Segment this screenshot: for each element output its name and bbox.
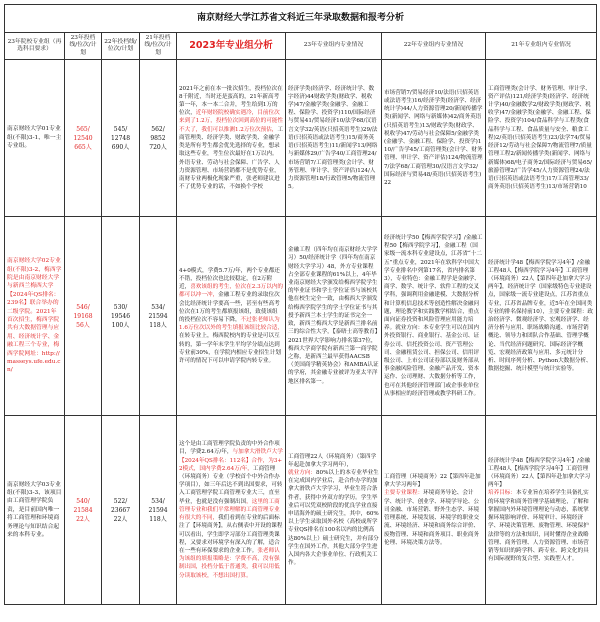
- rank: 9852: [150, 134, 166, 142]
- rank: 23667: [110, 506, 131, 514]
- group-cell: 南京财经大学02专业组(不限)3-2、梅西学院是由南京财经大学与新西兰梅西大学【2024年QS排名：239名】联合举办的二级学院。2021年首次招生，梅西学院共有大数据管理与应用、经济统计学、金融工程三个专业，梅西学院网址：http://masseys.ufe.edu.cn/: [5, 217, 65, 416]
- analysis-text: 4+0模式，学费5.7万/年，两个专业都还不错，投档位次也比较稳定，在2万附近，: [179, 267, 280, 291]
- score: 565/: [76, 125, 90, 133]
- majors22-cell: 市场营销7/贸易经济10/法语(只招英语或法语考生)16/经济学类(经济学、经济统计学)44/人力资源管理20/新闻传播学类(新闻学、网络与新媒体)42/商务英语(只招英语考生)13/财政学类(财政学、税收学)47/劳动与社会保障5/金融学类(金融学、金融工程、保险学、投资学)110/广告学45/工商管理类(会计学、财务管理、审计学、资产评估)124/物流管理7/法学68/工商管理30/汉语言文学32/国际经济与贸易48/英语(只招英语考生)22: [382, 60, 486, 217]
- majors23-cell: [286, 416, 382, 605]
- table-row: [5, 416, 597, 605]
- header-y23: 23年投档线/位次/计划: [65, 33, 102, 60]
- analysis-text: 工商管理（环境商务）专业（学校首个中外合作办学项目），如三年后达不到出国要求，可转入工商管理学院工商管理专业大三，直至毕业，也就是没有强制出国: [179, 465, 283, 505]
- majors22-cell: 经济统计学50【梅西学院学习】/金融工程50【梅西学院学习】，金融工程（国家级一流本科专业建设点，江苏省“十二五”重点专业，2021年在软科学中国大学专业排名中列第17名，省内排名第3），专业特色：金融工程学是金融学、商学、数学、统计学、软件工程的交叉学科，强调利用金融建模、大数据分析和计算机信息技术等创造性解决金融问题，理论教学和实践教学相结合，重点面向证券投资和风险管理应用能力培养。就业方向：本专业学生可以在国内外投资银行、商业银行、基金公司、证券公司、信托投资公司、资产管理公司、金融租赁公司、担保公司、信用评级公司、上市公司证券部以及财务部从事金融风险管理、金融产品开发、资本运作、公司理财、大数据分析等工作，也可在其他经济管理部门或企事业单位从事相应的经济管理或教学科研工作。: [382, 217, 486, 416]
- majors21-cell: 工商管理类(会计学、财务管理、审计学、资产评估)121/经济学类(经济学、经济统计学)40/金融数学2/财政学类(财政学、税收学)47/金融学类(金融学、金融工程、保险学、投资学)104/食品科学与工程类(食品科学与工程、食品质量与安全、粮食工程)2/英语(只招英语考生)23/法学74/贸易经济12/劳动与社会保障7/物流管理7/质量管理工程2/新闻传播学类(新闻学、网络与新媒体)68/电子商务2/国际经济与贸易65/旅游管理2/广告学45/人力资源管理24/法语(只招英语或法语考生)17/工商管理33/商务英语(只招英语考生)13/市场营销10: [486, 60, 597, 217]
- analysis-cell: [177, 416, 286, 605]
- header-y22: 22年投档线/位次/计划: [102, 33, 140, 60]
- plan: 118人: [149, 321, 167, 329]
- plan: 665人: [74, 143, 92, 151]
- y23-cell: [65, 60, 102, 217]
- analysis-highlight: 张老师认为该组的填报策略是：学费不高，没有强制出国，投档分低于普通类，我可以用低分读取该校，不想出国打算。: [179, 547, 280, 579]
- rank: 21594: [148, 312, 168, 320]
- score: 540/: [76, 497, 90, 505]
- header-majors23: 23年专业组内专业情况: [286, 33, 382, 60]
- score: 522/: [113, 497, 128, 505]
- major-label: 就业方向：: [288, 469, 316, 476]
- y21-cell: [140, 416, 177, 605]
- plan: 690人: [111, 143, 130, 151]
- header-majors22: 22年专业组内专业情况: [382, 33, 486, 60]
- y22-cell: [102, 416, 140, 605]
- score: 562/: [151, 125, 165, 133]
- analysis-highlight: 与加拿大滑铁卢大学【2024年QS排名：112名】合作，为3+2模式，国内学费2.64万/年，: [179, 449, 283, 472]
- y23-cell: [65, 416, 102, 605]
- analysis-text: 2021年之前在本一批次招生，投档位次在8千附近，当时还是蛮高的，21年新高考第一年，本一本二合并，考生给到1万的位次，: [179, 85, 283, 117]
- y23-cell: [65, 217, 102, 416]
- analysis-text: 工商管理类、经济学类、财政学类、金融学类是所有考生都会优先选择的专业，想录取这些专业，考生位次最好在1万以内。外语专业、劳动与社会保障、广告学、人力资源管理、市场营销都不是优势专业，南财专业两极化现象严重，张老师建议进不了优势专业的话，不如换个学校: [179, 126, 284, 191]
- major-text: 工商管理（环境商务）22【第四年赴加拿大学习两年】: [384, 474, 481, 489]
- admission-table: [4, 4, 597, 605]
- major-text: 经济统计学48【梅西学院学习4年】/金融工程48人【梅西学院学习4年】工商管理（环境商务）22人【第四年赴加拿大学习两年】: [488, 457, 591, 489]
- analysis-highlight: ，这里的工商管理专业和我们平常理解的工商管理专业有很大的不同，: [179, 498, 280, 522]
- major-label: 主要专业课程：: [384, 490, 424, 497]
- plan: 22人: [76, 515, 90, 523]
- analysis-text: 金融工程专业的录取位次会比经济统计学要高一些，甚至有些高考位次在1万的考生都填报该组，致使该组的投档位次不容易下降，: [179, 292, 280, 323]
- group-cell: 南京财经大学03专业组(不限)3-3、该项目由工商管理学院负责，是目前国内唯一将工商管理和环境商务理论与知识结合起来的本科专业。: [5, 416, 65, 605]
- rank: 21584: [73, 506, 93, 514]
- score: 534/: [151, 497, 165, 505]
- major-label: 培养目标：: [488, 490, 516, 497]
- majors21-cell: 经济统计学48【梅西学院学习4年】/金融工程48人【梅西学院学习4年】工商管理（环境商务）22人【第四年赴加拿大学习两年】，经济统计学（国家级特色专业建设点，国家级一流专业建设点，江苏省重点专业，江苏省品牌专业，近5年在全国同类专业的排名保持前10），主要专业课程：政治经济学、微观经济学、宏观经济学、经济分析与应用、职场战略沟通、市场营销概论、领导力和团队合作基础、管理学概论、当代经济问题研究、国际经济学概览、宏观经济政策与应用、多元统计分析、时间序列分析、Python大数据分析、数据挖掘、统计模型与统计实验等。: [486, 217, 597, 416]
- header-majors21: 21年专业组内专业情况: [486, 33, 597, 60]
- score: 546/: [76, 303, 90, 311]
- score: 534/: [151, 303, 165, 311]
- y22-cell: [102, 60, 140, 217]
- table-row: [5, 60, 597, 217]
- major-text: 环境商务导论、会计学、统计学、创业学、环境学导论、公司金融、市场营销、野外生态学、环境管理系统、环境发展、环境学的职业交流、环境经济、环境和商务综合评价、废物管理、环境和商务项目、职业商务伦理、环境决策方法等。: [384, 490, 480, 546]
- y22-cell: [102, 217, 140, 416]
- analysis-text: 这个是由工商管理学院负责的中外合作项目，学费2.64万/年，: [179, 441, 280, 456]
- analysis-cell: [177, 217, 286, 416]
- analysis-highlight: 不过张老师认为1.6万位次以外的考生填报该组比较合适，: [179, 317, 283, 332]
- analysis-highlight: 喜欢该组的考生，位次在2.3万以内的都可以冲一冲，: [179, 284, 284, 299]
- header-analysis: 2023年专业组分析: [177, 33, 286, 60]
- rank: 21594: [148, 506, 168, 514]
- rank: 12748: [110, 134, 131, 142]
- y21-cell: [140, 217, 177, 416]
- page-title: 南京财经大学江苏省文科近三年录取数据和报考分析: [5, 5, 597, 33]
- analysis-cell: [177, 60, 286, 217]
- header-y21: 21年投档线/位次/计划: [140, 33, 177, 60]
- rank: 12540: [73, 134, 93, 142]
- y21-cell: [140, 60, 177, 217]
- table-row: [5, 217, 597, 416]
- majors21-cell: [486, 416, 597, 605]
- plan: 56人: [76, 321, 90, 329]
- majors23-cell: 经济学类(经济学、经济统计学、数字经济)44财政学类(财政学、税收学)47/金融学类(金融学、金融工程、保险学、投资学)110/国际经济与贸易41/贸易经济10/法学68/汉语言文学32/英语(只招英语考生)29/法语(只招英语或法语考生)15/商务英语(只招英语考生)11/新闻学13/网络与新媒体29/广告学40/工商管理24/市场营销7/工商管理类(会计学、财务管理、审计学、资产评估)124/人力资源管理18/行政管理5/物流管理5。: [286, 60, 382, 217]
- score: 545/: [113, 125, 128, 133]
- score: 530/: [113, 303, 128, 311]
- plan: 118人: [149, 515, 167, 523]
- analysis-highlight: 近年财经院校确实遇冷，目前位次来到了1.2万，投档位次回到高位的可能性不大了，我们可以推测1.2万位次预估，: [179, 110, 283, 133]
- header-row: [5, 33, 597, 60]
- majors22-cell: [382, 416, 486, 605]
- rank: 19546: [110, 312, 131, 320]
- plan: 22人: [113, 515, 128, 523]
- major-text: 本专业旨在培养学生具备扎实的环境学和商务管理学基础理论，了解和掌握国内外环境管理理论与动态，系统掌握环境影响评价、环境审计、环境经济学、环境决策管理、废物管理、环境保护法律等的方法和知识，同时懂得企业战略管理、商务管理、人力资源管理、市场营销等知识的跨学科、跨专业、跨文化的具有国际视野的复合型、实践型人才。: [488, 490, 589, 563]
- major-text: 工商管理22人（环境商务）（第四学年起赴加拿大学习两年），: [288, 453, 377, 468]
- rank: 19168: [73, 312, 93, 320]
- header-group: 23年院校专业组（再选科目要求）: [5, 33, 65, 60]
- major-text: 80%以上的本专业毕业生在完成国内学业后，赴合作办学的加拿大滑铁卢大学学习，毕业生符合条件者，获得中外双方的学历。学生毕业后可以凭双校阶段的优良学业直接申请海外的硕士研究生，其中，60%以上学生录取国外名校（高校或所学专业QS排名在100名以内的比例高达80%以上）硕士研究生，并有部分学生在国外工作，其他大部分学生进入国内各大企事业单位、行政机关工作。: [288, 469, 379, 567]
- plan: 100人: [111, 321, 130, 329]
- analysis-text: 在转专业上，梅西院校内的专业是可以互转的，第一学年末学生平均学分绩点达到专业前30%，在学院内相应专业招生计划许可的情况下可以申请学院内转专业。: [179, 333, 281, 365]
- analysis-text: 我们看到在专业的后面标注了【环境商务】，从右侧表中开设的课程可以看出，学生即学习部分工商管理类课程，又要求对环境学有深入的了解，适合在一些有环保要求的企业工作。: [179, 515, 283, 554]
- majors23-cell: 金融工程（四年均在南京财经大学学习）50/经济统计学（四年均在南京财经大学学习）48，外方专业课程占全部专业课程的61%以上，4年毕业南京财经大学颁发给梅西学院学生的毕业证书和学士学位证书与该校其他在校生完全一致，由梅西大学颁发给梅西学院学生的学士学位证书与其授予新西兰本土学生的证书完全一致，新西兰梅西大学是新西兰排名前三的综合性大学，【泰晤士高等教育】2021世界大学影响力排名第37位，梅西大学商学院有新西兰第一商学院之称，是新西兰最早获得AACSB（美国商学精英协会）和AMBA认证的学府，其金融专业被评为亚太平洋地区排名第一。: [286, 217, 382, 416]
- group-cell: 南京财经大学01专业组(不限)3-1、唯一主专业组。: [5, 60, 65, 217]
- plan: 720人: [149, 143, 167, 151]
